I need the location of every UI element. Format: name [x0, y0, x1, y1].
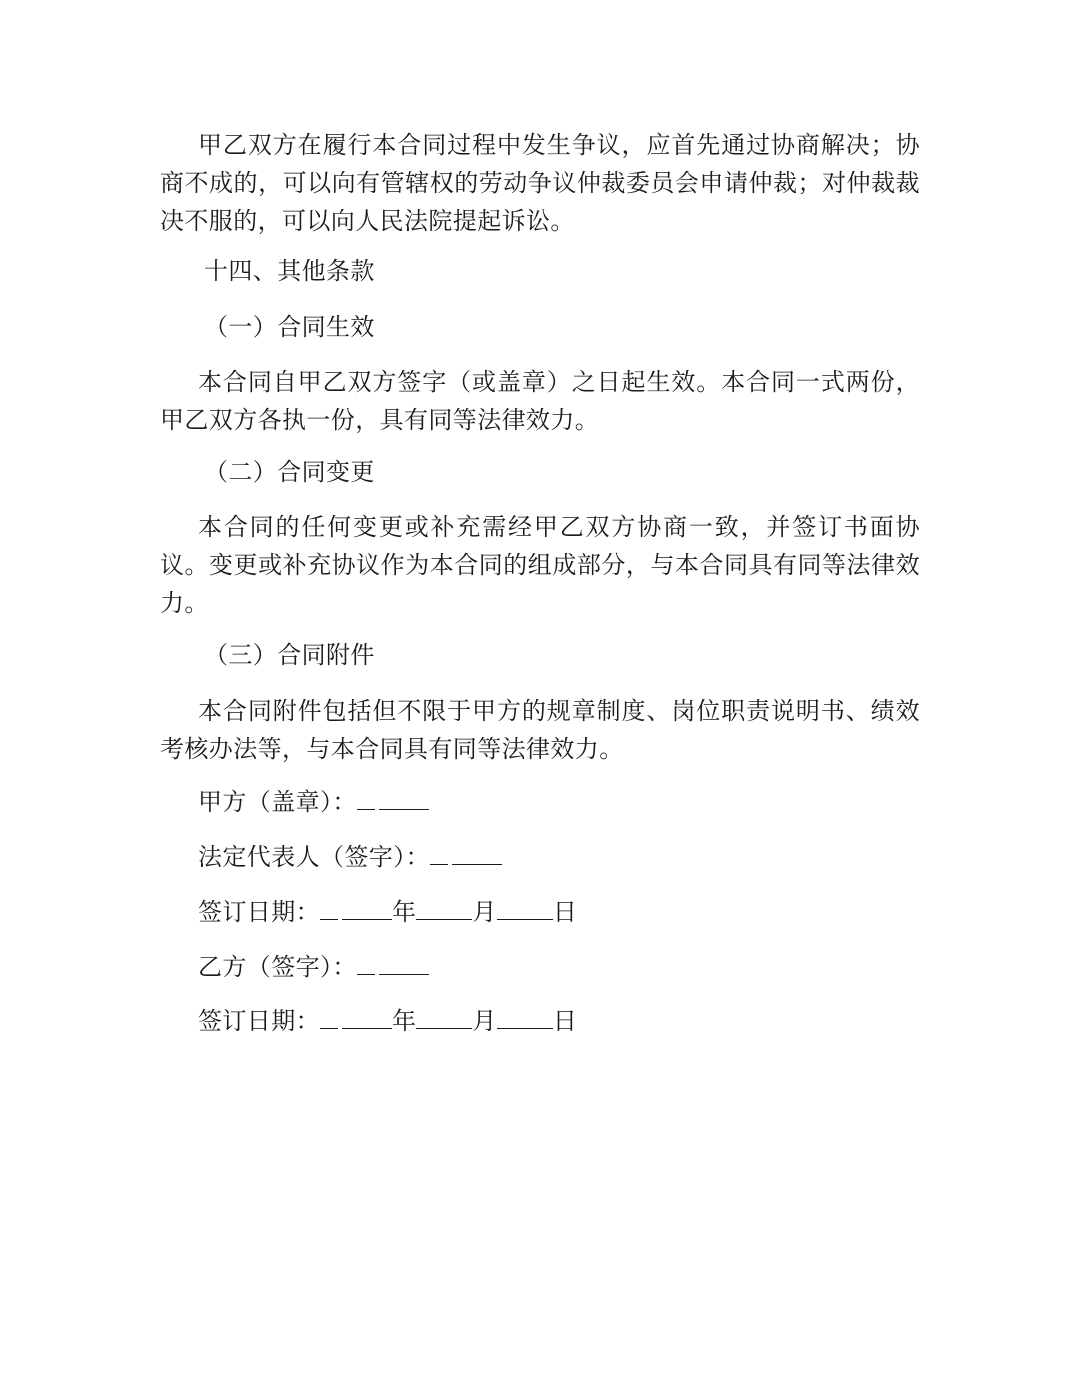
signing-date-line-1 [198, 893, 577, 931]
date-label-2: 签订日期： [198, 1007, 320, 1035]
date1-day-label: 日 [552, 898, 578, 926]
legal-rep-blank-short [430, 838, 448, 865]
signing-date-line-2 [198, 1002, 577, 1040]
date-label-1: 签订日期： [198, 898, 320, 926]
date1-month-label: 月 [472, 898, 497, 926]
date1-month-blank [416, 893, 472, 920]
legal-rep-blank [452, 838, 502, 865]
date1-year-label: 年 [392, 898, 417, 926]
subsection-heading-amendment: （二）合同变更 [204, 458, 375, 486]
date2-year-label: 年 [392, 1007, 417, 1035]
date2-month-blank [416, 1002, 472, 1029]
date1-blank-short [320, 893, 338, 920]
date1-year-blank [342, 893, 392, 920]
attachments-paragraph: 本合同附件包括但不限于甲方的规章制度、岗位职责说明书、绩效考核办法等，与本合同具有同等法律效力。 [160, 697, 920, 763]
party-b-signature-line [198, 948, 429, 986]
section-heading-other-terms: 十四、其他条款 [204, 257, 375, 285]
date1-day-blank [497, 893, 553, 920]
party-a-label: 甲方（盖章）： [198, 788, 357, 816]
subsection-heading-attachments: （三）合同附件 [204, 641, 375, 669]
subsection-heading-effectiveness: （一）合同生效 [204, 313, 375, 341]
party-b-label: 乙方（签字）： [198, 953, 357, 981]
legal-rep-label: 法定代表人（签字）： [198, 843, 430, 871]
amendment-paragraph: 本合同的任何变更或补充需经甲乙双方协商一致，并签订书面协议。变更或补充协议作为本合同的组成部分，与本合同具有同等法律效力。 [160, 513, 920, 617]
dispute-resolution-paragraph: 甲乙双方在履行本合同过程中发生争议，应首先通过协商解决；协商不成的，可以向有管辖权的劳动争议仲裁委员会申请仲裁；对仲裁裁决不服的，可以向人民法院提起诉讼。 [160, 131, 920, 235]
party-a-signature-line [198, 783, 429, 821]
date2-year-blank [342, 1002, 392, 1029]
date2-month-label: 月 [472, 1007, 497, 1035]
party-a-blank-short [357, 783, 375, 810]
effectiveness-paragraph: 本合同自甲乙双方签字（或盖章）之日起生效。本合同一式两份，甲乙双方各执一份，具有同等法律效力。 [160, 368, 920, 434]
date2-blank-short [320, 1002, 338, 1029]
party-a-blank [379, 783, 429, 810]
legal-rep-signature-line [198, 838, 502, 876]
date2-day-blank [497, 1002, 553, 1029]
party-b-blank-short [357, 948, 375, 975]
party-b-blank [379, 948, 429, 975]
date2-day-label: 日 [552, 1007, 578, 1035]
